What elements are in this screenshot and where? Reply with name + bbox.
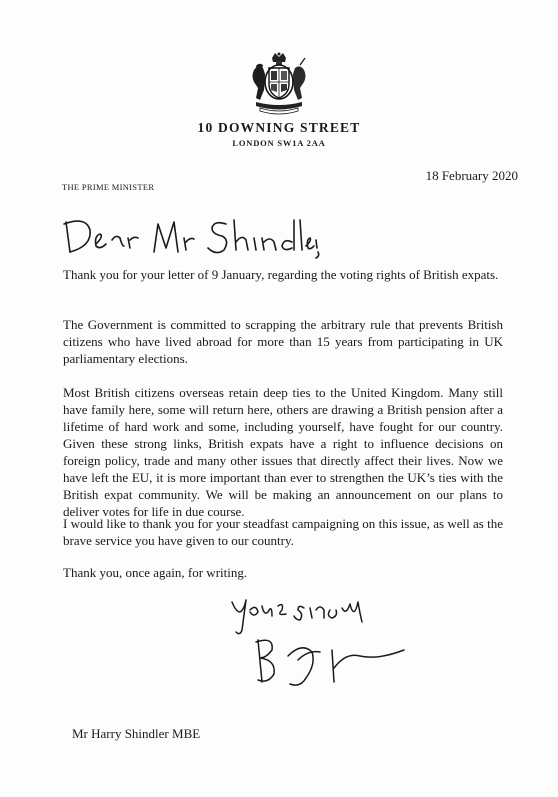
letter-date: 18 February 2020: [425, 168, 518, 183]
recipient-name: Mr Harry Shindler MBE: [72, 726, 201, 741]
paragraph-4: I would like to thank you for your steadfast campaigning on this issue, as well as the brave service you have given to our country.: [63, 516, 503, 548]
paragraph-1: Thank you for your letter of 9 January, regarding the voting rights of British expats.: [63, 267, 499, 282]
paragraph-5: Thank you, once again, for writing.: [63, 565, 248, 580]
paragraph-2: The Government is committed to scrapping the arbitrary rule that prevents British citizens who have lived abroad for more than 15 years from participating in UK parliamentary elections.: [63, 317, 503, 366]
paragraph-3: Most British citizens overseas retain deep ties to the United Kingdom. Many still have family here, some will return here, others are drawing a British pension after a lifetime of hard work and some, including yourself, have fought for our country. Given these strong links, British expats have a right to influence decisions on foreign policy, trade and many other issues that directly affect their lives. Now we have left the EU, it is more important than ever to strengthen the UK’s ties with the British expat community. We will be making an announcement on our plans to deliver votes for life in due course.: [63, 385, 503, 519]
royal-coat-of-arms-icon: [248, 50, 310, 116]
letterhead-address-line-1: 10 DOWNING STREET: [197, 120, 361, 135]
sender-title: THE PRIME MINISTER: [62, 182, 155, 192]
letterhead-address-line-2: LONDON SW1A 2AA: [232, 138, 326, 148]
handwritten-salutation: [60, 212, 320, 260]
handwritten-signoff-and-signature: [228, 590, 428, 695]
